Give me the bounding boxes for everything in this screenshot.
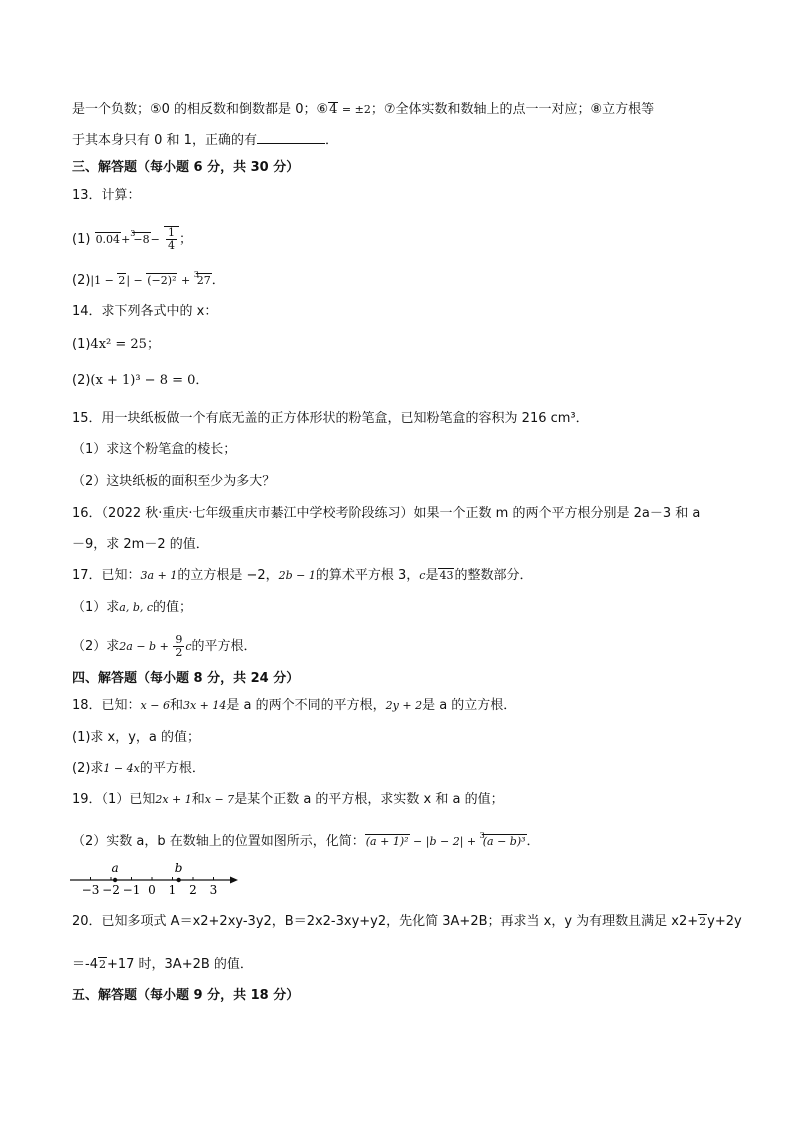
q14-part-1: (1)4x² = 25；	[72, 337, 160, 352]
number-line	[68, 856, 248, 900]
answer-blank[interactable]	[257, 131, 325, 144]
q15-part-1: （1）求这个粉笔盒的棱长；	[72, 442, 237, 457]
q16-line-1: 16．（2022 秋·重庆·七年级重庆市綦江中学校考阶段练习）如果一个正数 m 的两个平方根分别是 2a－3 和 a	[72, 506, 701, 521]
q14-part-2: (2)(x + 1)³ − 8 = 0．	[72, 373, 209, 388]
q14-title: 14．求下列各式中的 x：	[72, 304, 218, 319]
tick-label: −3	[81, 883, 100, 897]
q12-line-1: 是一个负数；⑤0 的相反数和倒数都是 0；⑥4 = ±2；⑦全体实数和数轴上的点一一对应；⑧立方根等	[72, 102, 655, 117]
tick-label: 0	[148, 883, 156, 897]
section-4-heading: 四、解答题（每小题 8 分，共 24 分）	[72, 671, 300, 686]
q13-title: 13．计算：	[72, 188, 141, 203]
q16-line-2: －9，求 2m－2 的值．	[72, 537, 209, 552]
point-a-label: a	[111, 861, 119, 875]
q18-part-1: (1)求 x，y，a 的值；	[72, 730, 201, 745]
q18-title: 18．已知：x − 6和3x + 14是 a 的两个不同的平方根，2y + 2是 a 的立方根．	[72, 698, 517, 713]
q18-part-2: (2)求1 − 4x的平方根．	[72, 761, 205, 776]
q17-title: 17．已知：3a + 1的立方根是 −2，2b − 1的算术平方根 3，c是43的整数部分．	[72, 568, 533, 583]
tick-label: 1	[168, 883, 177, 897]
q19-part-1: 19．（1）已知2x + 1和x − 7是某个正数 a 的平方根，求实数 x 和 a 的值；	[72, 792, 504, 807]
q20-line-2: ＝-42+17 时，3A+2B 的值．	[72, 957, 253, 972]
tick-label: 2	[189, 883, 197, 897]
q13-part-2: (2)|1 − 2| − (−2)² + $^3$27．	[72, 270, 225, 288]
sqrt-4: 4	[329, 102, 338, 117]
q15-title: 15．用一块纸板做一个有底无盖的正方体形状的粉笔盒，已知粉笔盒的容积为 216 cm³．	[72, 411, 589, 426]
section-3-heading: 三、解答题（每小题 6 分，共 30 分）	[72, 160, 300, 175]
q15-part-2: （2）这块纸板的面积至少为多大？	[72, 474, 276, 489]
q17-part-2: （2）求2a − b + $\frac{9}{2}$ c的平方根．	[72, 633, 257, 659]
tick-label: −2	[102, 883, 120, 897]
tick-label: −1	[122, 883, 141, 897]
q17-part-1: （1）求a, b, c的值；	[72, 600, 193, 615]
q13-part-1: (1) 0.04+$^3$−8− $\frac{1}{4}$ ；	[72, 226, 192, 252]
q12-line-2: 于其本身只有 0 和 1，正确的有 ．	[72, 133, 338, 148]
point-b-label: b	[174, 861, 183, 875]
point-b-dot	[176, 878, 180, 882]
arrow-head	[230, 877, 238, 884]
q20-line-1: 20．已知多项式 A＝x2+2xy-3y2，B＝2x2-3xy+y2，先化简 3A+2B；再求当 x，y 为有理数且满足 x2+2y+2y	[72, 914, 742, 929]
section-5-heading: 五、解答题（每小题 9 分，共 18 分）	[72, 988, 300, 1003]
point-a-dot	[113, 878, 117, 882]
q19-part-2: （2）实数 a，b 在数轴上的位置如图所示，化简：(a + 1)² − |b − 2| + $^3$(a − b)³．	[72, 831, 540, 849]
tick-label: 3	[209, 883, 218, 897]
